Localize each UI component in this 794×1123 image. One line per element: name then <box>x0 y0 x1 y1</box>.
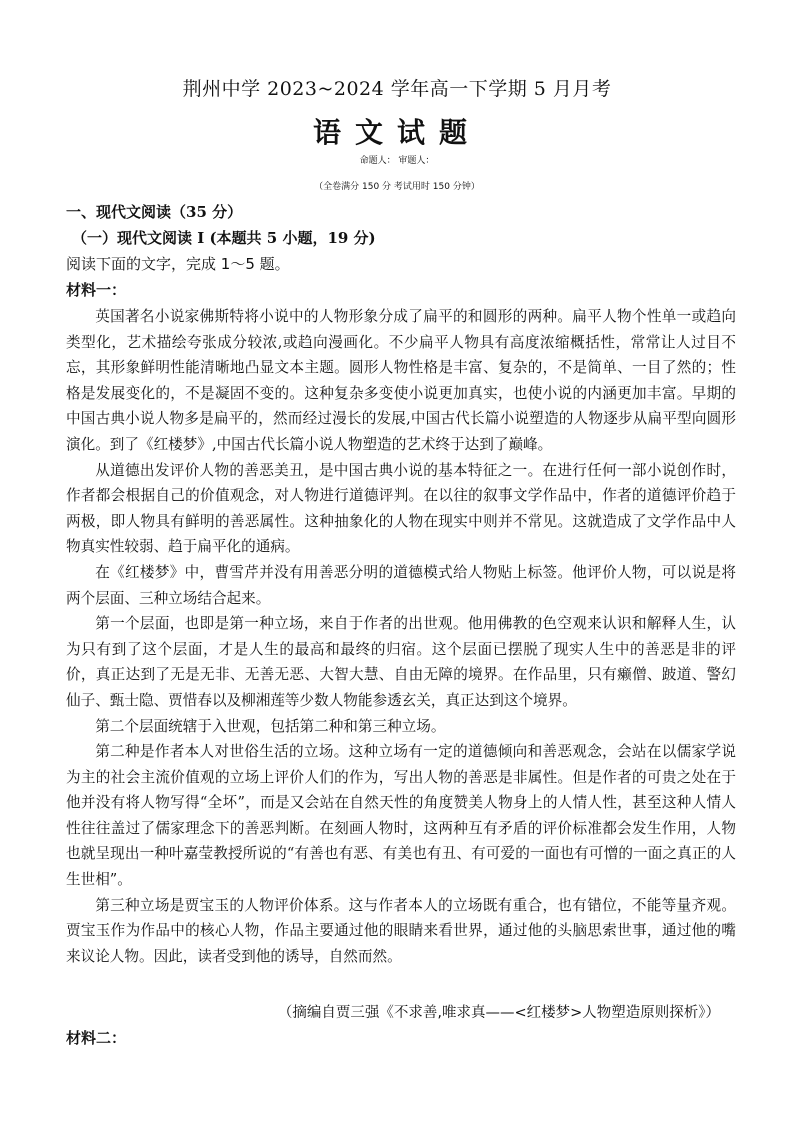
instruction: 阅读下面的文字，完成 1～5 题。 <box>66 255 290 273</box>
material1-body <box>66 304 736 969</box>
paragraph: 在《红楼梦》中，曹雪芹并没有用善恶分明的道德模式给人物贴上标签。他评价人物，可以说是将两个层面、三种立场结合起来。 <box>66 563 736 607</box>
exam-info: （全卷满分 150 分 考试用时 150 分钟） <box>314 182 480 192</box>
paragraph: 第二种是作者本人对世俗生活的立场。这种立场有一定的道德倾向和善恶观念，会站在以儒家学说为主的社会主流价值观的立场上评价人们的作为，写出人物的善恶是非属性。但是作者的可贵之处在于他并没有将人物写得“全坏”，而是又会站在自然天性的角度赞美人物身上的人情人性，甚至这种人情人性往往盖过了儒家理念下的善恶判断。在刻画人物时，这两种互有矛盾的评价标准都会发生作用，人物也就呈现出一种叶嘉莹教授所说的“有善也有恶、有美也有丑、有可爱的一面也有可憎的一面之真正的人生世相”。 <box>66 743 736 889</box>
section-heading: 一、现代文阅读（35 分） <box>66 203 243 221</box>
paragraph: 第一个层面，也即是第一种立场，来自于作者的出世观。他用佛教的色空观来认识和解释人生，认为只有到了这个层面，才是人生的最高和最终的归宿。这个层面已摆脱了现实人生中的善恶是非的评价，真正达到了无是无非、无善无恶、大智大慧、自由无障的境界。在作品里，只有癞僧、跛道、警幻仙子、甄士隐、贾惜春以及柳湘莲等少数人物能参透玄关，真正达到这个境界。 <box>66 615 736 709</box>
material2-label: 材料二： <box>66 1029 127 1047</box>
paragraph: 第二个层面统辖于入世观，包括第二种和第三种立场。 <box>95 717 446 735</box>
material1-label: 材料一： <box>66 281 127 299</box>
subsection-heading: （一）现代文阅读 I (本题共 5 小题，19 分) <box>72 229 376 247</box>
paragraph: 英国著名小说家佛斯特将小说中的人物形象分成了扁平的和圆形的两种。扁平人物个性单一或趋向类型化，艺术描绘夸张成分较浓,或趋向漫画化。不少扁平人物具有高度浓缩概括性，常常让人过目不忘，其形象鲜明性能清晰地凸显文本主题。圆形人物性格是丰富、复杂的，不是简单、一目了然的；性格是发展变化的，不是凝固不变的。这种复杂多变使小说更加真实，也使小说的内涵更加丰富。早期的中国古典小说人物多是扁平的，然而经过漫长的发展,中国古代长篇小说塑造的人物逐步从扁平型向圆形演化。到了《红楼梦》,中国古代长篇小说人物塑造的艺术终于达到了巅峰。 <box>66 308 736 453</box>
paragraph: 从道德出发评价人物的善恶美丑，是中国古典小说的基本特征之一。在进行任何一部小说创作时，作者都会根据自己的价值观念，对人物进行道德评判。在以往的叙事文学作品中，作者的道德评价趋于两极，即人物具有鲜明的善恶属性。这种抽象化的人物在现实中则并不常见。这就造成了文学作品中人物真实性较弱、趋于扁平化的通病。 <box>66 461 736 556</box>
subject-title: 语文试题 <box>312 116 481 149</box>
authors-line: 命题人： 审题人： <box>359 156 435 166</box>
material1-source: （摘编自贾三强《不求善,唯求真——<红楼梦>人物塑造原则探析》） <box>277 1005 720 1021</box>
paragraph: 第三种立场是贾宝玉的人物评价体系。这与作者本人的立场既有重合，也有错位，不能等量齐观。贾宝玉作为作品中的核心人物，作品主要通过他的眼睛来看世界，通过他的头脑思索世事，通过他的嘴来议论人物。因此，读者受到他的诱导，自然而然。 <box>66 896 736 965</box>
exam-title: 荆州中学 2023~2024 学年高一下学期 5 月月考 <box>182 78 612 100</box>
